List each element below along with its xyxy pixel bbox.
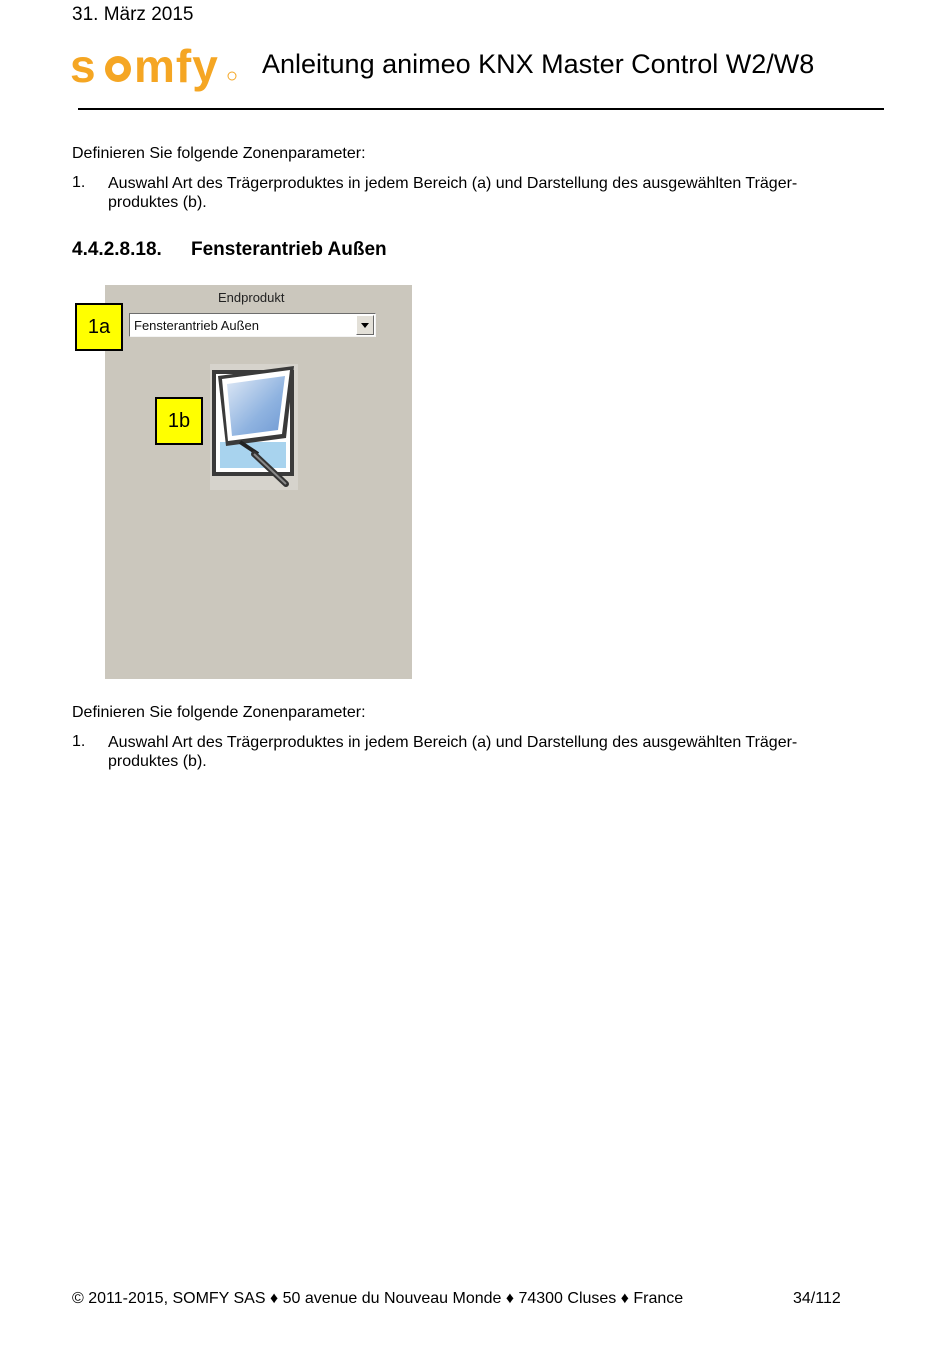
end-product-select[interactable] bbox=[129, 313, 376, 337]
header-divider bbox=[78, 108, 884, 110]
document-title: Anleitung animeo KNX Master Control W2/W8 bbox=[262, 49, 815, 79]
page-number: 34/112 bbox=[793, 1290, 841, 1307]
zone-parameters-intro: Definieren Sie folgende Zonenparameter: bbox=[72, 704, 366, 721]
list-item-text-line2: produktes (b). bbox=[108, 753, 207, 770]
end-product-select-value: Fensterantrieb Außen bbox=[134, 318, 260, 333]
end-product-group-label: Endprodukt bbox=[218, 290, 285, 305]
list-item-text-line1: Auswahl Art des Trägerproduktes in jedem Bereich (a) und Darstellung des ausgewählten Träger- bbox=[108, 175, 798, 192]
document-date: 31. März 2015 bbox=[72, 4, 194, 25]
list-item-text-line1: Auswahl Art des Trägerproduktes in jedem Bereich (a) und Darstellung des ausgewählten Träger- bbox=[108, 734, 798, 751]
zone-parameters-intro: Definieren Sie folgende Zonenparameter: bbox=[72, 145, 366, 162]
window-actuator-icon bbox=[210, 364, 298, 490]
list-item-number: 1. bbox=[72, 174, 86, 191]
chevron-down-icon[interactable] bbox=[356, 315, 374, 335]
callout-1b: 1b bbox=[155, 397, 203, 445]
footer-copyright: © 2011-2015, SOMFY SAS ♦ 50 avenue du Nouveau Monde ♦ 74300 Cluses ♦ France bbox=[72, 1290, 684, 1307]
list-item-number: 1. bbox=[72, 733, 86, 750]
section-number: 4.4.2.8.18. bbox=[72, 239, 162, 260]
somfy-logo bbox=[70, 44, 240, 92]
callout-1a: 1a bbox=[75, 303, 123, 351]
svg-text:mfy: mfy bbox=[134, 44, 219, 92]
list-item-text-line2: produktes (b). bbox=[108, 194, 207, 211]
svg-text:s: s bbox=[70, 44, 97, 92]
section-title: Fensterantrieb Außen bbox=[191, 239, 387, 260]
